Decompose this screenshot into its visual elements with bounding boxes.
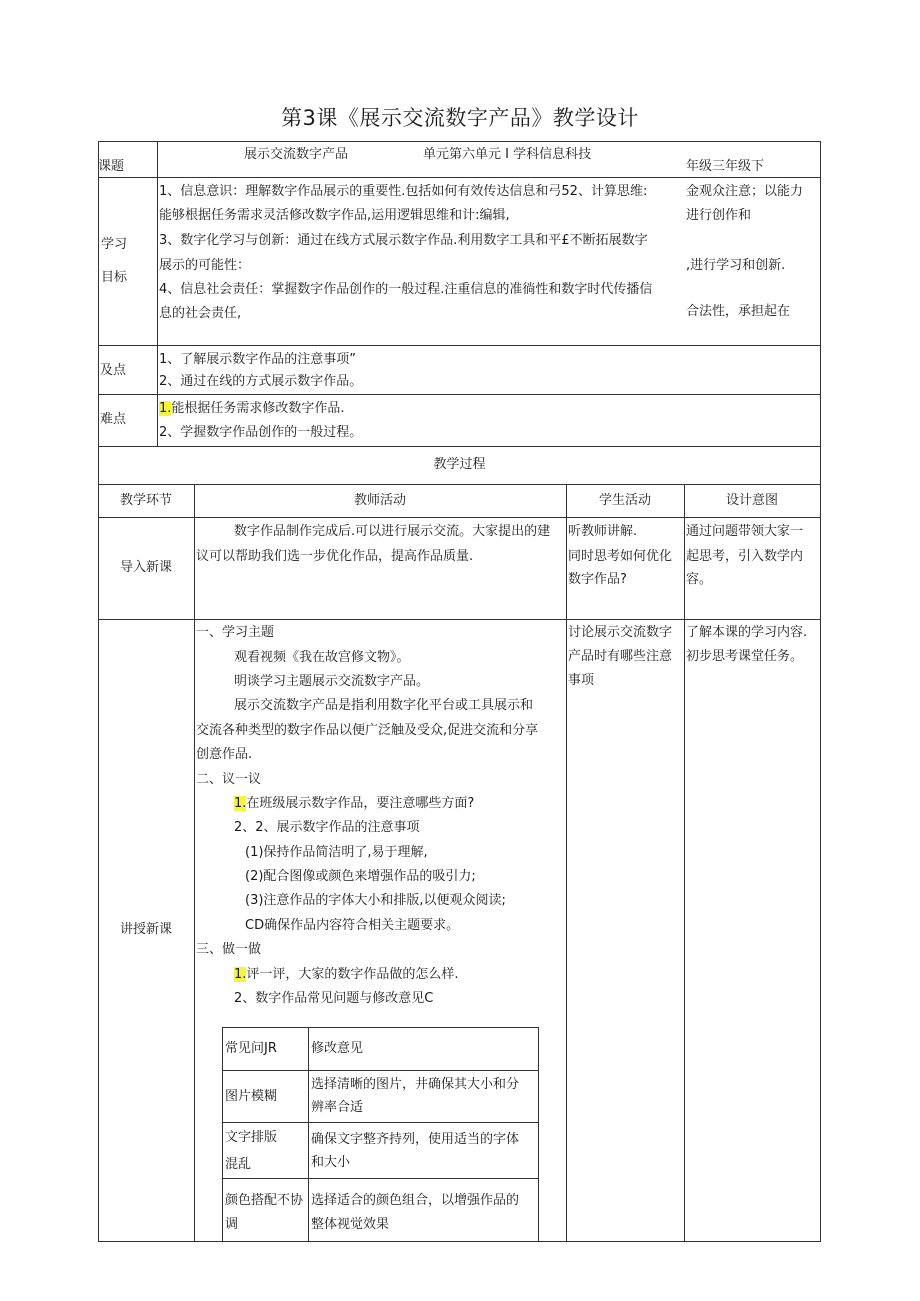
difficulty-line: 1.能根据任务需求修改数字作品.: [159, 401, 345, 416]
problem-cell: 混乱: [225, 1157, 252, 1172]
intro-teacher-line: 议可以帮助我们选一步优化作品，提高作品质量.: [196, 549, 474, 564]
difficulty-line: 2、学握数字作品创作的一般过程。: [159, 425, 363, 440]
problem-cell: 调: [225, 1217, 239, 1232]
problem-cell: 颜色搭配不协: [225, 1193, 304, 1208]
teacher-line: (2)配合图像或颜色来增强作品的吸引力;: [245, 869, 476, 884]
fix-cell: 整体视觉效果: [311, 1217, 390, 1232]
lecture-student-line: 产品时有哪些注意: [568, 649, 673, 664]
teacher-line: 展示交流数字产品是指利用数字化平台或工具展示和: [234, 698, 534, 713]
section-heading: 一、学习主题: [196, 625, 275, 640]
fix-cell: 选择适合的颜色组合，以增强作品的: [311, 1193, 520, 1208]
col-header-intent: 设计意图: [725, 493, 778, 508]
goal-right-line: 金观众注意；以能力: [686, 184, 804, 199]
goals-label-2: 目标: [101, 270, 128, 285]
goal-line: 息的社会责任,: [159, 306, 242, 321]
teacher-line: 2、2、展示数字作品的注意事项: [234, 820, 420, 835]
problems-header-fix: 修改意见: [311, 1041, 364, 1056]
section-heading: 三、做一做: [196, 942, 262, 957]
highlight-number: 1.: [234, 796, 247, 811]
intro-student-line: 同时思考如何优化: [568, 549, 673, 564]
lecture-student-line: 讨论展示交流数字: [568, 625, 673, 640]
stage-intro: 导入新课: [119, 560, 172, 575]
teacher-line: 创意作品.: [196, 747, 253, 762]
grade: 年级三年级下: [686, 159, 765, 174]
keypoint-line: 1、了解展示数字作品的注意事项”: [159, 352, 357, 367]
difficulties-label: 难点: [100, 412, 127, 427]
intro-student-line: 数字作品?: [568, 572, 627, 587]
lecture-intent-line: 了解本课的学习内容.: [686, 625, 808, 640]
section-heading: 二、议一议: [196, 772, 262, 787]
teacher-line: 交流各种类型的数字作品以便广泛触及受众,促进交流和分享: [196, 723, 539, 738]
problem-cell: 图片模糊: [225, 1089, 278, 1104]
process-title: 教学过程: [433, 457, 486, 472]
teacher-line: CD确保作品内容符合相关主题要求。: [245, 918, 460, 933]
teacher-line: 1.评一评，大家的数字作品做的怎么样.: [234, 967, 459, 982]
col-header-student: 学生活动: [598, 493, 651, 508]
teacher-line: 1.在班级展示数字作品，要注意哪些方面?: [234, 796, 475, 811]
intro-teacher-line: 数字作品制作完成后.可以进行展示交流。大家提出的建: [234, 524, 551, 539]
intro-intent-line: 通过问题带领大家一: [686, 524, 804, 539]
goals-label-1: 学习: [101, 237, 128, 252]
highlight-number: 1.: [159, 401, 172, 416]
col-header-teacher: 教师活动: [353, 493, 406, 508]
intro-intent-line: 起思考，引入数学内: [686, 549, 804, 564]
goal-right-line: ,进行学习和创新.: [686, 258, 786, 273]
goal-line: 4、信息社会责任：掌握数字作品创作的一般过程.注重信息的准徜性和数字时代传播信: [159, 282, 653, 297]
problems-header-issue: 常见问JR: [225, 1041, 277, 1056]
highlight-number: 1.: [234, 967, 247, 982]
topic-value: 展示交流数字产品: [244, 147, 349, 162]
fix-cell: 选择清晰的图片，井确保其大小和分: [311, 1077, 520, 1092]
intro-student-line: 听教师讲解.: [568, 524, 638, 539]
goal-line: 1、信息意识：理解数字作品展示的重要性.包括如何有效传达信息和弓52、计算思维:: [159, 184, 648, 199]
fix-cell: 辨率合适: [311, 1100, 364, 1115]
topic-label: 课题: [98, 159, 125, 174]
teacher-line: 观看视频《我在故宫修文物》。: [234, 650, 410, 665]
keypoints-label: 及点: [100, 363, 127, 378]
teacher-line: 2、数字作品常见问题与修改意见C: [234, 991, 434, 1006]
fix-cell: 和大小: [311, 1155, 351, 1170]
fix-cell: 确保文字整齐持列，使用适当的字体: [311, 1132, 520, 1147]
keypoint-line: 2、通过在线的方式展示数字作品。: [159, 374, 363, 389]
teacher-line: (1)保持作品简洁明了,易于理解,: [245, 845, 428, 860]
lecture-student-line: 事项: [568, 673, 595, 688]
unit-subject: 单元第六单元 I 学科信息科技: [423, 147, 592, 162]
goal-line: 展示的可能性：: [159, 258, 251, 273]
teacher-line: (3)注意作品的字体大小和排版,以便观众阅读;: [245, 893, 506, 908]
problem-cell: 文字排版: [225, 1130, 278, 1145]
goal-right-line: 进行创作和: [686, 208, 752, 223]
col-header-stage: 教学环节: [119, 493, 172, 508]
goal-line: 能够根据任务需求灵活修改数字作品,运用逻辑思维和计:编辑,: [159, 208, 510, 223]
stage-lecture: 讲授新课: [119, 922, 172, 937]
page-title: 第3课《展示交流数字产品》教学设计: [281, 106, 639, 130]
lecture-intent-line: 初步思考课堂任务。: [686, 649, 804, 664]
goal-line: 3、数字化学习与创新：通过在线方式展示数字作品.利用数字工具和平£不断拓展数字: [159, 233, 648, 248]
goal-right-line: 合法性，承担起在: [686, 304, 791, 319]
teacher-line: 明谈学习主题展示交流数字产品。: [234, 674, 430, 689]
intro-intent-line: 容。: [686, 572, 713, 587]
